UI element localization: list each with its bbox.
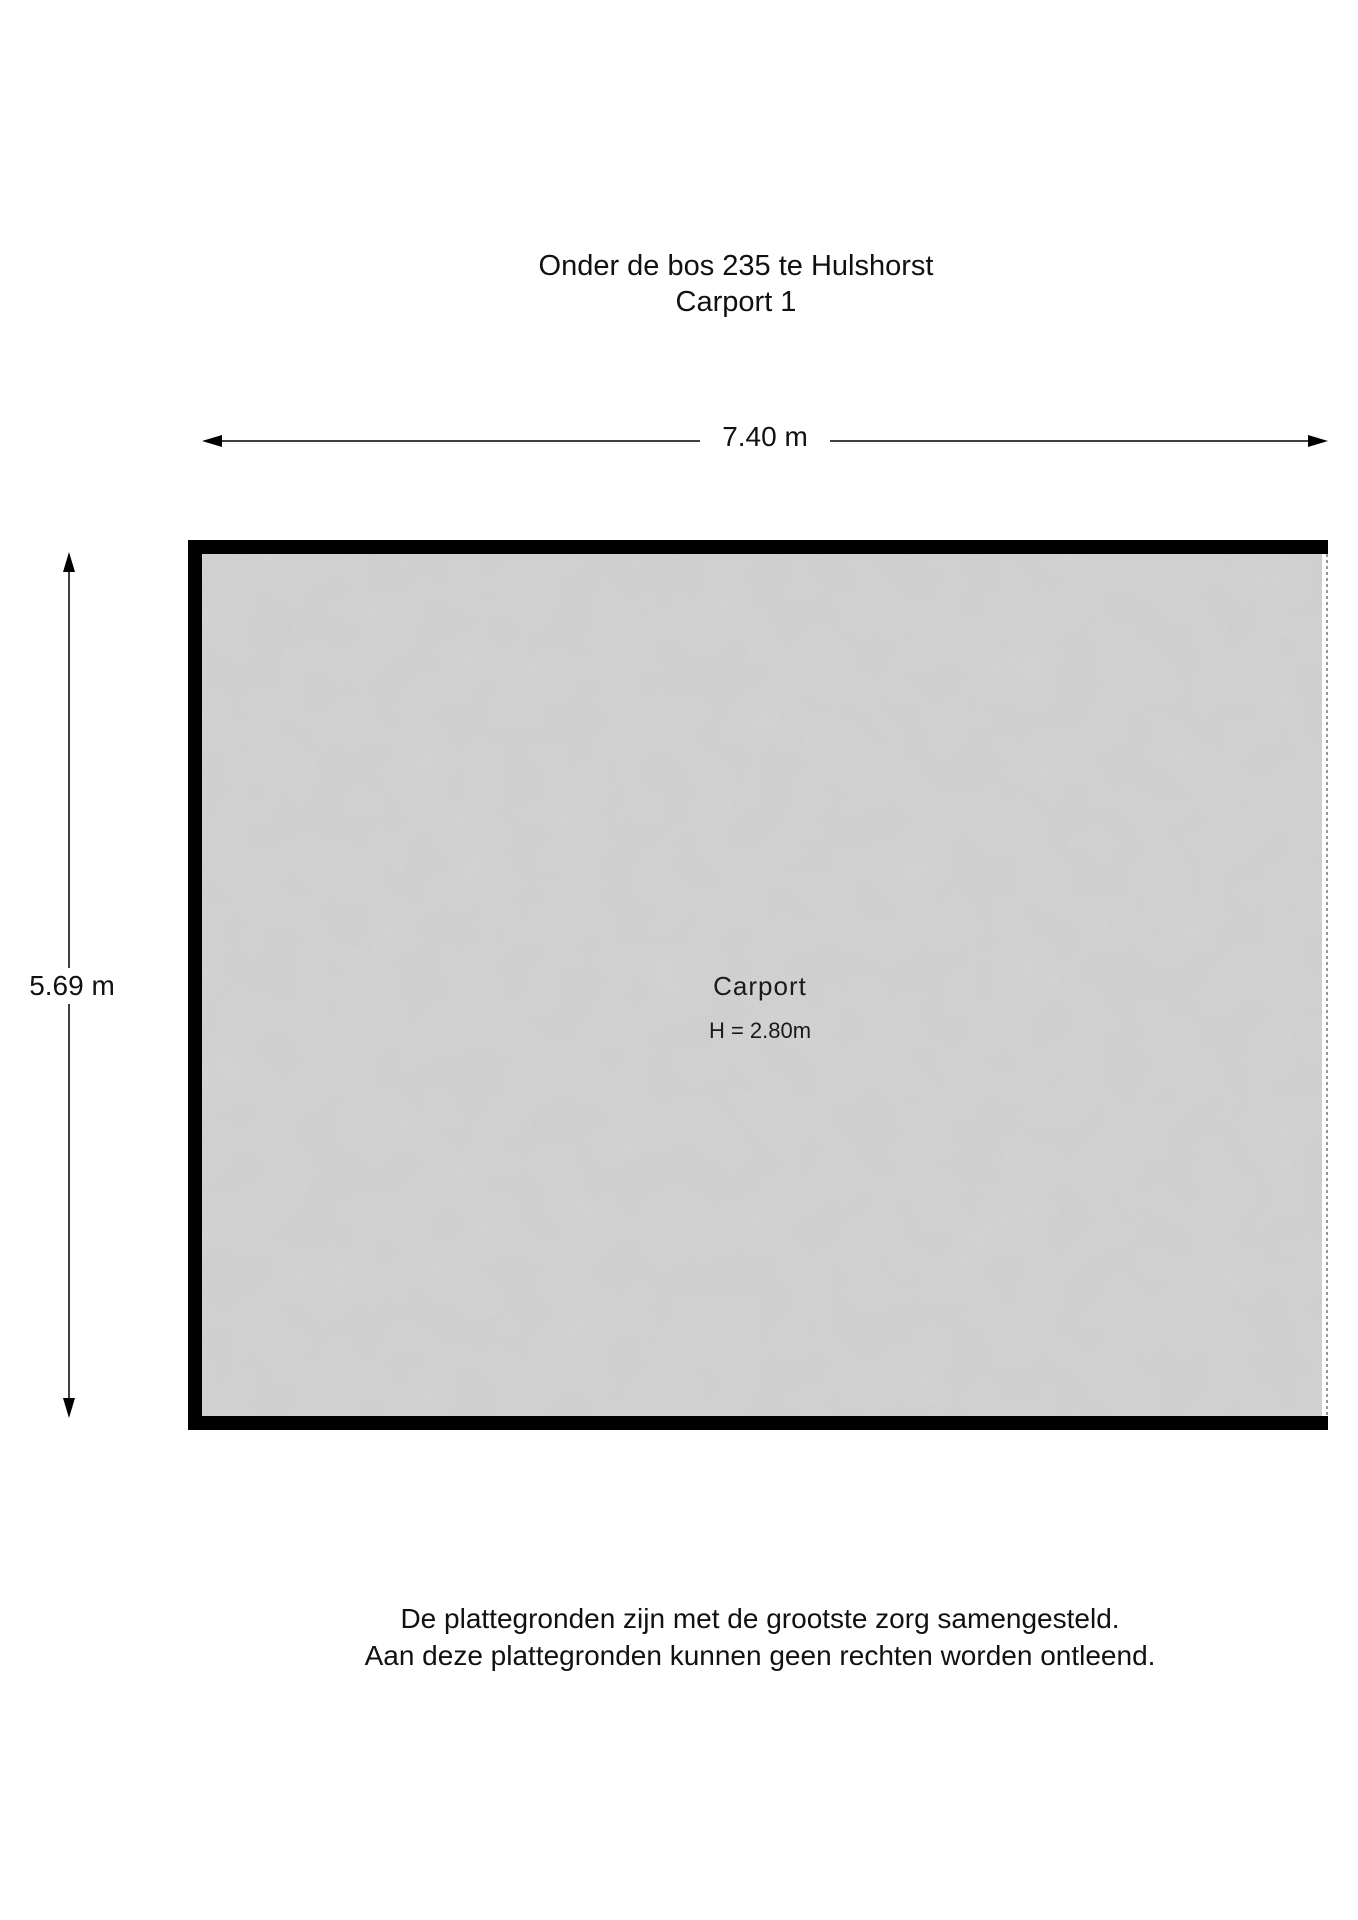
arrow-right-icon (1308, 435, 1328, 447)
floor-title: Carport 1 (675, 286, 797, 318)
disclaimer-line-1: De plattegronden zijn met de grootste zorg samengesteld. (400, 1603, 1120, 1634)
arrow-left-icon (202, 435, 222, 447)
room-height-label: H = 2.80m (708, 1018, 812, 1043)
room-label: Carport (713, 971, 807, 1001)
disclaimer-line-2: Aan deze plattegronden kunnen geen rechten worden ontleend. (364, 1640, 1156, 1671)
width-dimension-label: 7.40 m (700, 419, 830, 455)
wall-left (188, 540, 202, 1430)
wall-top (188, 540, 1328, 554)
depth-dimension-label: 5.69 m (16, 968, 128, 1004)
arrow-up-icon (63, 552, 75, 572)
address-title: Onder de bos 235 te Hulshorst (538, 250, 934, 282)
arrow-down-icon (63, 1398, 75, 1418)
disclaimer (0, 1600, 1358, 1674)
wall-bottom (188, 1416, 1328, 1430)
